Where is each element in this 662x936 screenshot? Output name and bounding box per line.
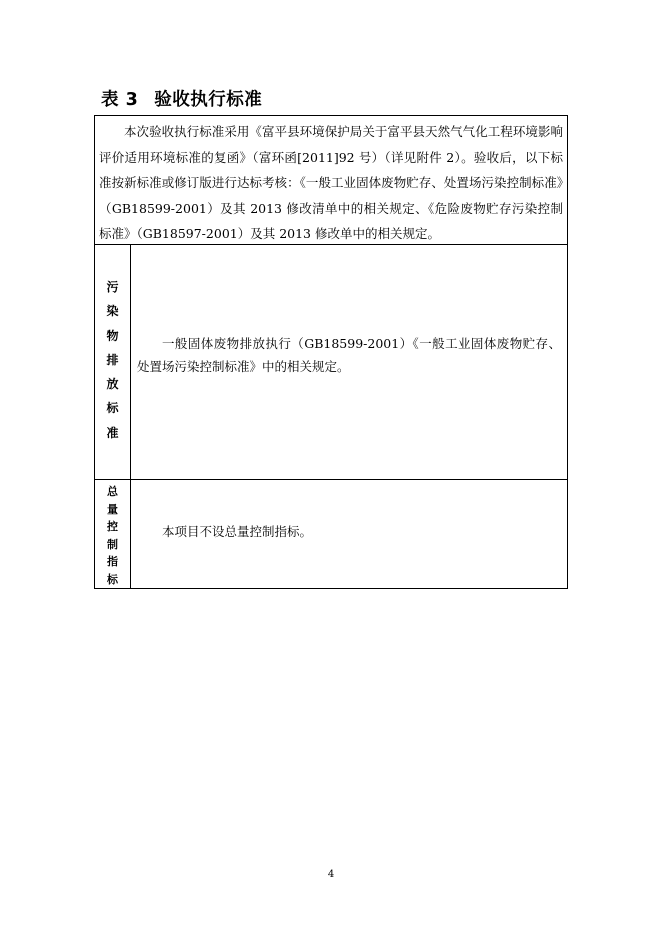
intro-cell (95, 116, 568, 245)
label-char: 制 (107, 537, 118, 551)
row-text: 一般固体废物排放执行（GB18599-2001）《一般工业固体废物贮存、处置场污染控制标准》中的相关规定。 (137, 335, 561, 374)
label-char: 物 (106, 328, 119, 343)
page-number: 4 (327, 869, 335, 880)
table-title-text: 验收执行标准 (154, 90, 263, 110)
row-content-total-control (131, 480, 568, 589)
table-row (95, 245, 568, 480)
label-char: 控 (107, 520, 118, 533)
label-char: 指 (107, 555, 118, 568)
table-row (95, 480, 568, 589)
label-char: 准 (106, 425, 119, 440)
label-char: 染 (106, 304, 119, 319)
row-label-total-control (95, 480, 131, 589)
label-char: 放 (106, 377, 119, 392)
row-label-pollutant-standard (95, 245, 131, 480)
label-char: 标 (107, 572, 118, 586)
intro-text: 本次验收执行标准采用《富平县环境保护局关于富平县天然气气化工程环境影响评价适用环境标准的复函》（富环函[2011]92 号）（详见附件 2）。验收后，以下标准按新标准或修订版进行达标考核：《一般工业固体废物贮存、处置场污染控制标准》（GB18599-2001）及其 2013 修改清单中的相关规定、《危险废物贮存污染控制标准》（GB18597-2001）及其 2013 修改单中的相关规定。 (99, 124, 563, 241)
label-char: 排 (106, 352, 119, 367)
table-title (101, 86, 262, 111)
row-content-pollutant-standard (131, 245, 568, 480)
label-char: 量 (107, 502, 118, 516)
table-number: 表 3 (101, 90, 139, 110)
intro-row (95, 116, 568, 245)
row-text: 本项目不设总量控制指标。 (162, 523, 313, 539)
label-char: 总 (107, 485, 118, 498)
standards-table (94, 115, 568, 589)
label-char: 标 (106, 401, 119, 416)
label-char: 污 (106, 280, 119, 294)
